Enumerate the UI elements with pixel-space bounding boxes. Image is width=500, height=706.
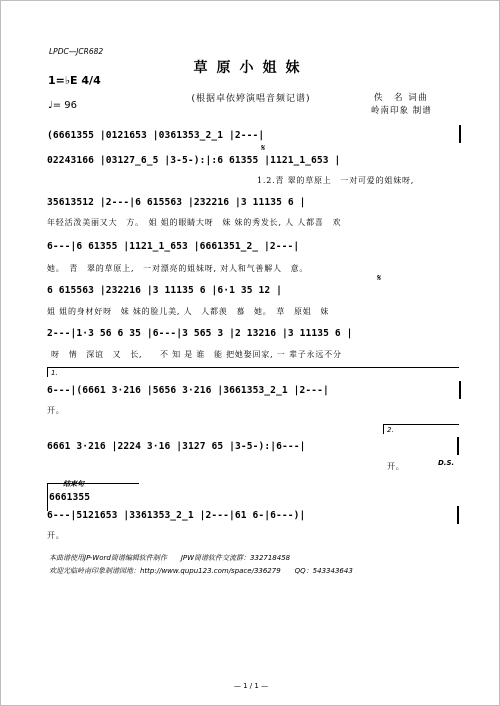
volta-2-edge (383, 424, 384, 434)
volta-2-label: 2. (387, 426, 394, 434)
ending-label: 结束句 (63, 480, 84, 488)
final-barline-2 (457, 506, 459, 524)
notation-line-9: 6---|5121653 |3361353̲2̲1 |2---|61 6-|6---)| (47, 510, 306, 521)
ending-bracket (47, 483, 139, 484)
ending-pickup: 6661355 (49, 492, 91, 503)
ds-mark: D.S. (438, 459, 455, 467)
segno-mark-2: 𝄋 (377, 273, 382, 284)
barline (459, 381, 461, 399)
notation-line-7: 6---|(6661 3·216 |5656 3·216 |3661353̲2̲1 |2---| (47, 385, 329, 396)
segno-mark: 𝄋 (261, 143, 266, 154)
notation-line-1: (6661355 |0121653 |0361353̲2̲1 |2---| (47, 130, 265, 141)
volta-1-edge (47, 367, 48, 377)
lyric-line-2: 1.2.青 翠的草原上 一对可爱的姐妹呀, (257, 176, 415, 185)
lyric-line-6: 呀 情 深谊 又 长, 不 知 是 谁 能 把她娶回家, 一 辈子永远不分 (51, 350, 342, 359)
barline (459, 125, 461, 143)
notation-line-8: 6661 3·216 |2224 3·16 |3127 65 |3-5-):|6---| (47, 441, 306, 452)
notation-line-5: 6 615563 |232216 |3 11135 6 |6·1 35 12 | (47, 285, 283, 296)
final-barline (457, 437, 459, 455)
lyric-line-3: 年轻活泼美丽又大 方。 姐 姐的眼睛大呀 妹 妹的秀发长, 人 人都喜 欢 (47, 218, 342, 227)
notation-line-3: 35613512 |2---|6 615563 |232216 |3 11135 6 | (47, 197, 306, 208)
notation-line-4: 6---|6 61355 |1121̲1̲653 |6661351̲2̲ |2---| (47, 241, 300, 252)
notation-line-6: 2---|1·3 56 6 35 |6---|3 565 3 |2 13216 |3 11135 6 | (47, 328, 353, 339)
lyric-credit: 佚 名 词曲 (374, 93, 429, 103)
volta-1-bracket (47, 367, 459, 368)
lyric-line-5: 姐 姐的身材好呀 妹 妹的脸儿美, 人 人都羡 慕 她。 草 原姐 妹 (47, 307, 330, 316)
page-number: — 1 / 1 — (233, 682, 269, 690)
score-credit: 岭南印象 制谱 (371, 106, 432, 116)
song-title: 草原小姐妹 (193, 60, 309, 76)
volta-2-bracket (383, 424, 459, 425)
ending-bracket-edge (47, 483, 48, 511)
footer-website-line: 欢迎光临岭南印象制谱园地：http://www.qupu123.com/space/336279 QQ：543343643 (49, 567, 353, 575)
score-code: LPDC—JCR682 (49, 47, 104, 56)
tempo-marking: ♩= 96 (48, 100, 77, 111)
key-signature: 1=♭E 4/4 (48, 74, 101, 87)
volta-1-label: 1. (51, 369, 58, 377)
lyric-line-7: 开。 (47, 406, 65, 415)
lyric-line-4: 她。 青 翠的草原上, 一对漂亮的姐妹呀, 对人和气善解人 意。 (47, 264, 309, 273)
notation-line-2: 02243166 |03127̲6̲5 |3-5-):|:6 61355 |1121̲1̲653 | (47, 155, 341, 166)
song-subtitle: (根据卓依婷演唱音频记谱) (191, 94, 311, 104)
lyric-line-9: 开。 (47, 531, 65, 540)
footer-software-line: 本曲谱使用JP-Word简谱编辑软件制作 JPW简谱软件交流群：332718458 (49, 554, 291, 562)
lyric-line-8: 开。 (387, 462, 405, 471)
